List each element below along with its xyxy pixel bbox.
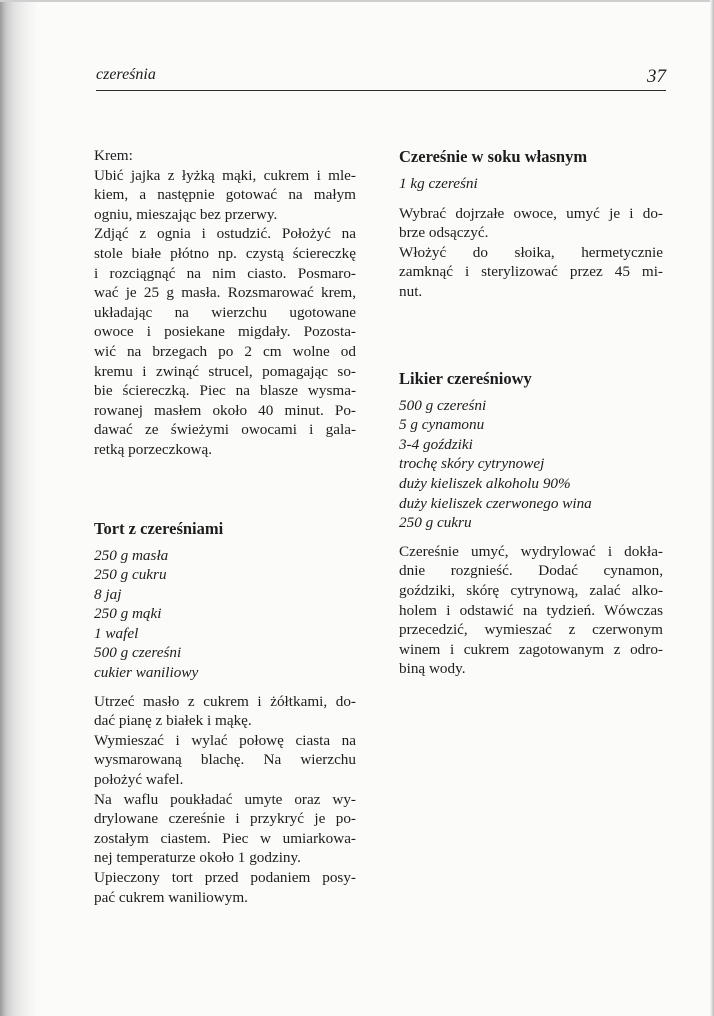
ingredient-item: 1 kg czereśni	[399, 175, 478, 192]
text-line: Czereśnie umyć, wydrylować i dokła-	[399, 542, 663, 560]
ingredient-item: 8 jaj	[94, 585, 122, 603]
text-line: stole białe płótno np. czystą ściereczkę	[94, 244, 356, 262]
text-line: ogniu, mieszając bez przerwy.	[94, 205, 278, 223]
text-line: przecedzić, wymieszać z czerwonym	[399, 621, 663, 639]
text-line: Zdjąć z ognia i ostudzić. Położyć na	[94, 225, 356, 243]
page-number: 37	[647, 66, 666, 87]
ingredient-item: duży kieliszek czerwonego wina	[399, 494, 592, 512]
text-line: układając na wierzchu ugotowane	[94, 303, 356, 321]
tort-method-paragraph	[94, 692, 356, 908]
text-line: dać pianę z białek i mąkę.	[94, 712, 252, 730]
page-right-edge	[710, 0, 714, 1016]
text-line: Wymieszać i wylać połowę ciasta na	[94, 731, 356, 749]
text-line: kiem, a następnie gotować na małym	[94, 186, 356, 204]
likier-method-paragraph	[399, 542, 663, 679]
spacer	[94, 460, 356, 518]
text-line: drylowane czereśnie i przykryć je po-	[94, 810, 356, 828]
text-line: brze odsączyć.	[399, 224, 489, 242]
text-line: winem i cukrem zagotowanym z odro-	[399, 640, 663, 658]
ingredients-list-czeresnie	[399, 174, 663, 194]
spacer	[399, 533, 663, 542]
page-header	[96, 66, 666, 92]
recipe-title-likier: Likier czereśniowy	[399, 368, 532, 388]
text-line: dawać ze świeżymi owocami i gala-	[94, 421, 356, 439]
czeresnie-method-paragraph	[399, 204, 663, 302]
recipe-title-czeresnie: Czereśnie w soku własnym	[399, 147, 588, 166]
spacer	[399, 302, 663, 368]
text-line: wać je 25 g masła. Rozsmarować krem,	[94, 284, 356, 302]
cream-paragraph	[94, 146, 356, 460]
text-line: nej temperaturze około 1 godziny.	[94, 849, 301, 867]
text-line: rowanej masłem około 40 minut. Po-	[94, 401, 356, 419]
ingredients-list-tort	[94, 546, 356, 683]
ingredient-item: trochę skóry cytrynowej	[399, 455, 545, 473]
recipe-title-tort: Tort z czereśniami	[94, 518, 224, 538]
spacer	[94, 683, 356, 692]
text-line: kremu i zwinąć strucel, pomagając so-	[94, 362, 356, 380]
text-line: Wybrać dojrzałe owoce, umyć je i do-	[399, 204, 663, 222]
ingredient-item: 5 g cynamonu	[399, 416, 485, 434]
text-line: Upieczony tort przed podaniem posy-	[94, 869, 356, 886]
ingredient-item: 250 g cukru	[399, 514, 472, 532]
left-column	[94, 146, 356, 907]
text-line: wić na brzegach po 2 cm wolne od	[94, 342, 356, 360]
text-line: zostałym ciastem. Piec w umiarkowa-	[94, 829, 356, 847]
ingredient-item: 500 g czereśni	[399, 396, 487, 414]
ingredients-list-likier	[399, 396, 663, 533]
ingredient-item: 3-4 goździki	[399, 435, 473, 453]
text-line: bie ściereczką. Piec na blasze wysma-	[94, 382, 356, 400]
ingredient-item: duży kieliszek alkoholu 90%	[399, 474, 571, 492]
text-line: Krem:	[94, 147, 133, 164]
text-line: Ubić jajka z łyżką mąki, cukrem i mle-	[94, 166, 356, 184]
ingredient-item: 1 wafel	[94, 624, 139, 642]
text-line: goździki, skórę cytrynową, zalać alko-	[399, 581, 663, 599]
text-line: retką porzeczkową.	[94, 440, 213, 458]
spacer	[399, 194, 663, 204]
ingredient-item: 250 g masła	[94, 546, 169, 564]
text-line: owoce i posiekane migdały. Pozosta-	[94, 323, 356, 341]
page-top-edge	[0, 0, 714, 2]
binding-shadow	[0, 0, 38, 1016]
text-line: pać cukrem waniliowym.	[94, 888, 248, 906]
text-line: holem i odstawić na tydzień. Wówczas	[399, 601, 663, 619]
right-column	[399, 146, 663, 679]
text-line: biną wody.	[399, 660, 466, 678]
text-line: Włożyć do słoika, hermetycznie	[399, 243, 663, 261]
text-line: zamknąć i sterylizować przez 45 mi-	[399, 263, 663, 281]
text-line: Na waflu poukładać umyte oraz wy-	[94, 790, 356, 808]
header-rule	[96, 90, 666, 91]
text-line: wysmarowaną blachę. Na wierzchu	[94, 751, 356, 769]
text-line: położyć wafel.	[94, 771, 184, 789]
running-title: czereśnia	[96, 66, 156, 83]
text-line: i rozciągnąć na nim ciasto. Posmaro-	[94, 264, 356, 282]
text-line: nut.	[399, 282, 423, 300]
ingredient-item: 250 g mąki	[94, 605, 162, 623]
ingredient-item: 500 g czereśni	[94, 644, 182, 662]
text-line: Utrzeć masło z cukrem i żółtkami, do-	[94, 692, 356, 710]
ingredient-item: cukier waniliowy	[94, 664, 199, 682]
ingredient-item: 250 g cukru	[94, 566, 167, 584]
text-line: dnie rozgnieść. Dodać cynamon,	[399, 562, 663, 580]
